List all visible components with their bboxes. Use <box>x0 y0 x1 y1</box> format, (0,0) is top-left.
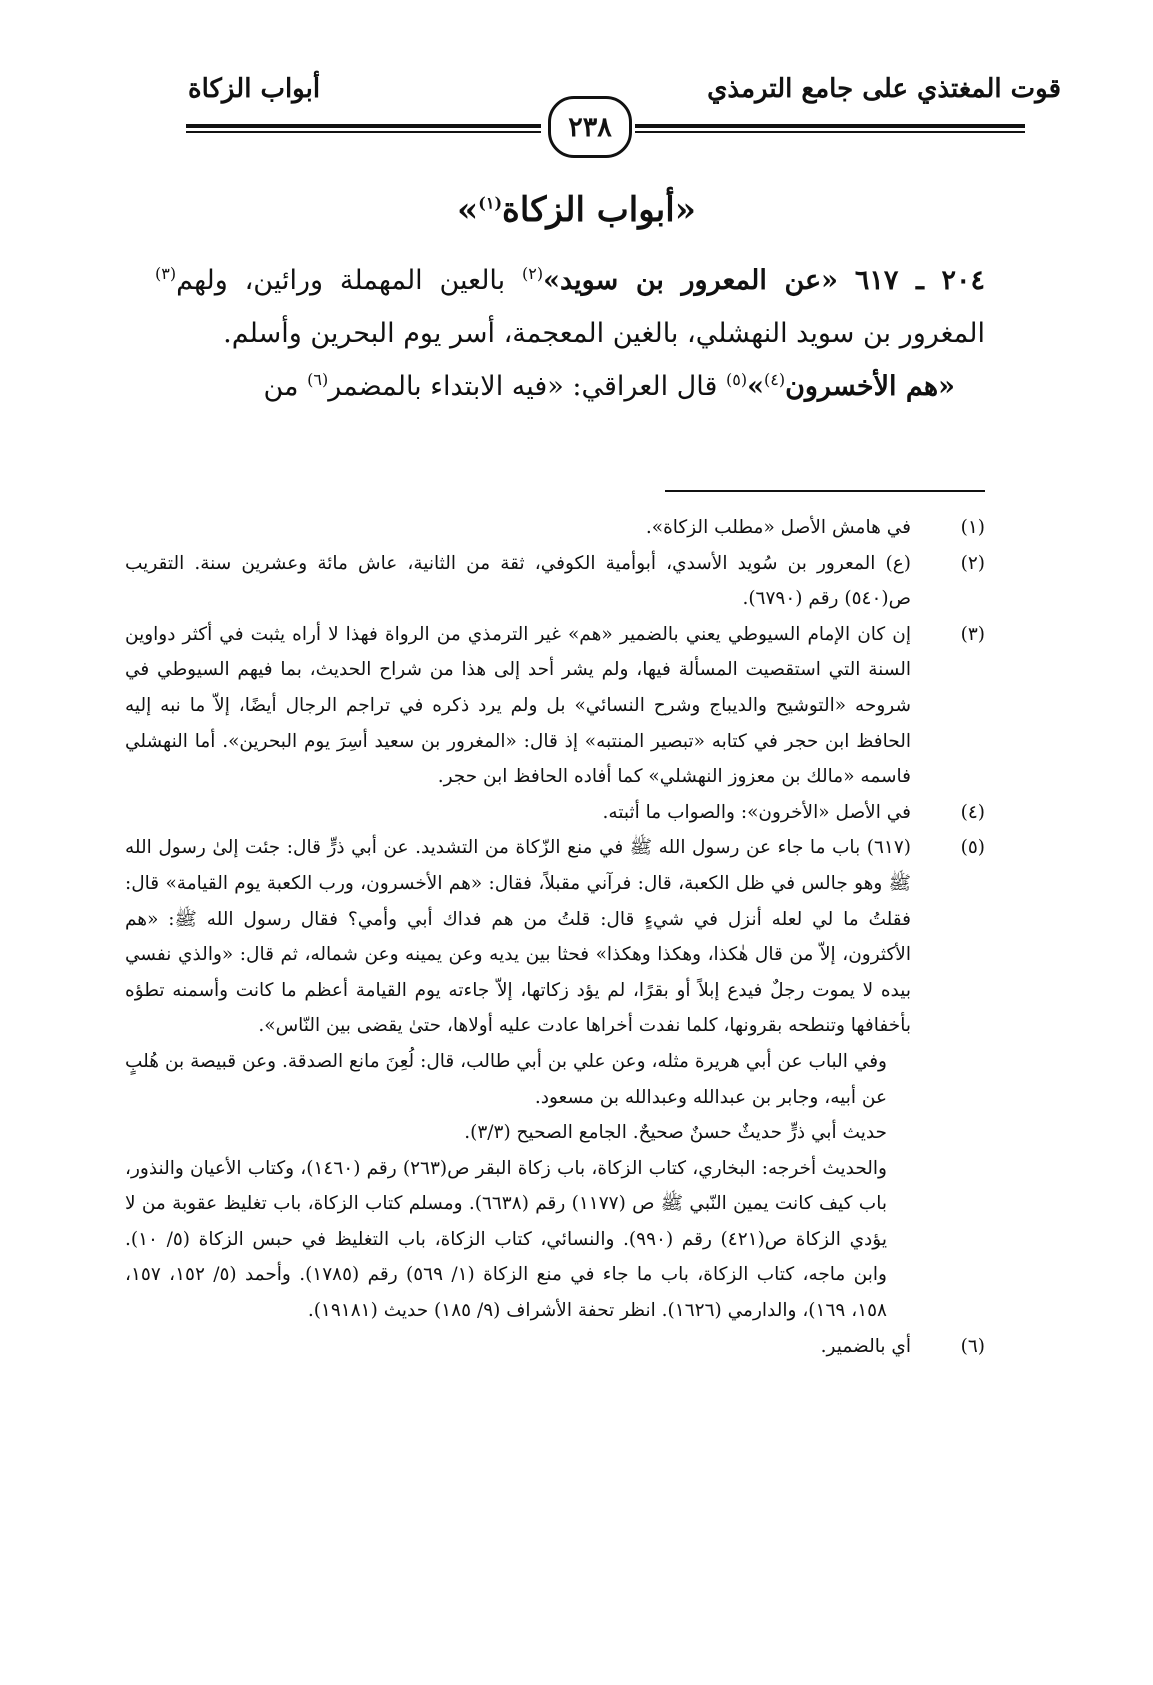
footnote-text: أي بالضمير. <box>820 1335 911 1357</box>
entry-text: المغرور بن سويد النهشلي، بالغين المعجمة، أسر يوم البحرين وأسلم. <box>223 318 985 349</box>
footnote <box>125 795 985 831</box>
footnote <box>125 617 985 795</box>
footnote-text: والحديث أخرجه: البخاري، كتاب الزكاة، باب زكاة البقر ص(٢٦٣) رقم (١٤٦٠)، وكتاب الأعيان والنذور، باب كيف كانت يمين النّبي ﷺ ص (١١٧٧) رقم (٦٦٣٨). ومسلم كتاب الزكاة، باب تغليظ عقوبة من لا يؤدي الزكاة ص(٤٢١) رقم (٩٩٠). والنسائي، كتاب الزكاة، باب التغليظ في حبس الزكاة (٥/ ١٠). وابن ماجه، كتاب الزكاة، باب ما جاء في منع الزكاة (١/ ٥٦٩) رقم (١٧٨٥). وأحمد (٥/ ١٥٢، ١٥٧، ١٥٨، ١٦٩)، والدارمي (١٦٢٦). انظر تحفة الأشراف (٩/ ١٨٥) حديث (١٩١٨١). <box>125 1157 887 1322</box>
footnote-text: (٦١٧) باب ما جاء عن رسول الله ﷺ في منع الزّكاة من التشديد. عن أبي ذرٍّ قال: جئت إلىٰ رسول الله ﷺ وهو جالس في ظل الكعبة، قال: فرآني مقبلاً، فقال: «هم الأخسرون، ورب الكعبة يوم القيامة» قال: فقلتُ ما لي لعله أنزل في شيءٍ قال: قلتُ من هم فداك أبي وأمي؟ فقال رسول الله ﷺ: «هم الأكثرون، إلاّ من قال هٰكذا، وهكذا وهكذا» فحثا بين يديه وعن يمينه وعن شماله، ثم قال: «والذي نفسي بيده لا يموت رجلٌ فيدع إبلاً أو بقرًا، لم يؤد زكاتها، إلاّ جاءته يوم القيامة أعظم ما كانت وأسمنه تطؤه بأخفافها وتنطحه بقرونها، كلما نفدت أخراها عادت عليه أولاها، حتىٰ يقضى بين النّاس». <box>125 837 911 1037</box>
footnote <box>125 510 985 546</box>
running-header-chapter: أبواب الزكاة <box>188 74 321 104</box>
entry-paragraph <box>155 254 985 360</box>
header-rule-left <box>186 124 541 138</box>
chapter-title-close: » <box>457 190 479 230</box>
footnote <box>125 1329 985 1365</box>
footnote-number: (٣) <box>960 623 985 645</box>
footnote-number: (٤) <box>960 801 985 823</box>
footnote-ref: (٤) <box>763 370 786 389</box>
entry-quote-close: » <box>747 371 764 402</box>
footnote-number: (١) <box>960 517 985 538</box>
entry-text: قال العراقي: «فيه الابتداء بالمضمر <box>328 371 726 402</box>
footnote-ref: (١) <box>478 193 503 213</box>
footnote-ref: (٢) <box>521 264 544 283</box>
entry-quote: «هم الأخسرون <box>785 371 955 402</box>
running-header-book-title: قوت المغتذي على جامع الترمذي <box>707 74 1061 104</box>
footnote-text: (ع) المعرور بن سُويد الأسدي، أبوأمية الكوفي، ثقة من الثانية، عاش مائة وعشرين سنة. التقريب ص(٥٤٠) رقم (٦٧٩٠). <box>125 552 911 610</box>
footnote <box>125 830 985 1328</box>
footnote-text: في الأصل «الأخرون»: والصواب ما أثبته. <box>602 801 911 823</box>
footnote-number: (٢) <box>960 552 985 574</box>
header-rule-right <box>635 124 1025 138</box>
entry-paragraph <box>155 360 985 413</box>
footnote-text: وفي الباب عن أبي هريرة مثله، وعن علي بن أبي طالب، قال: لُعِنَ مانع الصدقة. وعن قبيصة بن هُلبٍ عن أبيه، وجابر بن عبدالله وعبدالله بن مسعود. <box>125 1050 887 1108</box>
footnote-number: (٥) <box>960 837 985 859</box>
footnote-ref: (٥) <box>726 370 748 389</box>
chapter-title-text: «أبواب الزكاة <box>502 190 696 230</box>
footnote-number: (٦) <box>960 1335 985 1357</box>
footnote-text: حديث أبي ذرٍّ حديثٌ حسنٌ صحيحٌ. الجامع الصحيح (٣/٣). <box>464 1122 887 1144</box>
footnote-text: إن كان الإمام السيوطي يعني بالضمير «هم» غير الترمذي من الرواة فهذا لا أراه يثبت في أكثر دواوين السنة التي استقصيت المسألة فيها، ولم يشر أحد إلى هذا من شراح الحديث، بما فيهم السيوطي في شروحه «التوشيح والديباج وشرح النسائي» بل ولم يرد ذكره في تراجم الرجال أيضًا، إلاّ ما نبه إليه الحافظ ابن حجر في كتابه «تبصير المنتبه» إذ قال: «المغرور بن سعيد أسِرَ يوم البحرين». أما النهشلي فاسمه «مالك بن معزوز النهشلي» كما أفاده الحافظ ابن حجر. <box>125 623 911 788</box>
footnotes <box>125 510 985 1364</box>
entry-text: من <box>263 371 308 402</box>
footnote-divider <box>665 490 985 492</box>
entry-text: بالعين المهملة ورائين، ولهم <box>176 265 522 296</box>
entry-quote: «عن المعرور بن سويد» <box>543 265 839 296</box>
page-number: ٢٣٨ <box>548 96 632 158</box>
footnote-text: في هامش الأصل «مطلب الزكاة». <box>645 517 911 538</box>
footnote-ref: (٣) <box>155 264 177 283</box>
footnote-ref: (٦) <box>307 370 329 389</box>
main-text <box>155 254 985 413</box>
footnote <box>125 546 985 617</box>
chapter-title <box>0 190 1153 230</box>
entry-number: ٢٠٤ ـ ٦١٧ <box>854 265 986 296</box>
